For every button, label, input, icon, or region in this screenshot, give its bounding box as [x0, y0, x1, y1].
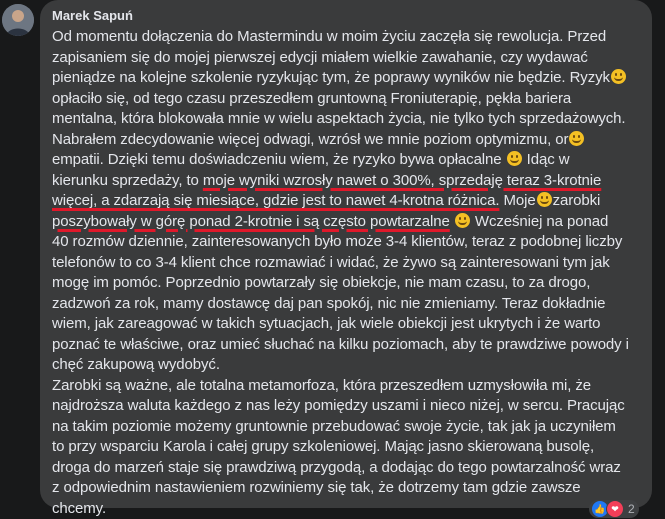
- text-segment: mogę im pomóc. Poprzednio powtarzały się obiekcje, nie mam czasu, to za drogo,: [52, 274, 590, 291]
- text-segment: opłaciło się, od tego czasu przeszedłem gruntowną Froniuterapię, pękła bariera: [52, 90, 571, 107]
- comment-line: [52, 253, 640, 274]
- text-segment: 40 rozmów dziennie, zainteresowanych było może 3-4 klientów, teraz z podobnej liczby: [52, 233, 622, 250]
- underlined-text: poszybowały w górę ponad 2-krotnie i są często powtarzalne: [52, 213, 450, 230]
- wink-emoji-icon: [507, 151, 522, 166]
- text-segment: mentalna, która blokowała mnie w wielu aspektach życia, nie tylko tych sprzedażowych.: [52, 110, 625, 127]
- comment-line: [52, 27, 640, 48]
- comment-line: [52, 273, 640, 294]
- comment-line: [52, 355, 640, 376]
- text-segment: na takim poziomie możemy gruntownie przebudować swoje życie, tak jak ja uczyniłem: [52, 418, 616, 435]
- comment-text: [52, 27, 640, 519]
- text-segment: najdroższa waluta każdego z nas leży pomiędzy uszami i nieco niżej, w sercu. Pracując: [52, 397, 625, 414]
- comment-line: [52, 314, 640, 335]
- underlined-text: więcej, a zdarzają się miesiące, gdzie jest to nawet 4-krotna różnica.: [52, 192, 499, 209]
- text-segment: Idąc w: [523, 151, 570, 168]
- comment-line: [52, 478, 640, 499]
- comment-line: [52, 171, 640, 192]
- comment-author[interactable]: Marek Sapuń: [52, 7, 640, 25]
- text-segment: zadzwoń za rok, mamy dostawcę daj pan spokój, nic nie zmieniamy. Teraz dokładnie: [52, 295, 605, 312]
- text-segment: wiem, jak zareagować w takich sytuacjach, jak wiele obiekcji jest ukrytych i że warto: [52, 315, 600, 332]
- comment-line: [52, 109, 640, 130]
- comment-line: [52, 335, 640, 356]
- comment-line: [52, 458, 640, 479]
- comment-line: [52, 376, 640, 397]
- text-segment: pieniądze na kolejne szkolenie ryzykując tym, że poprawy wyników nie będzie. Ryzyk: [52, 69, 610, 86]
- grin-emoji-icon: [537, 192, 552, 207]
- comment-line: [52, 191, 640, 212]
- reaction-summary[interactable]: [589, 500, 639, 518]
- comment-line: [52, 89, 640, 110]
- comment-line: [52, 212, 640, 233]
- comment-line: [52, 48, 640, 69]
- grin-emoji-icon: [569, 131, 584, 146]
- text-segment: poznać te właściwe, oraz umieć słuchać na kilku poziomach, aby te prawdziwe powody i: [52, 336, 629, 353]
- avatar[interactable]: [2, 4, 34, 36]
- comment-line: [52, 150, 640, 171]
- comment-line: [52, 437, 640, 458]
- text-segment: chęć zakupową wydobyć.: [52, 356, 220, 373]
- comment-line: [52, 294, 640, 315]
- reaction-count: 2: [628, 502, 635, 516]
- text-segment: kierunku sprzedaży, to: [52, 172, 203, 189]
- text-segment: droga do marzeń staje się prawdziwą przygodą, a dodając do tego powtarzalność wraz: [52, 459, 621, 476]
- comment-line: [52, 232, 640, 253]
- comment-line: [52, 396, 640, 417]
- comment-line: [52, 130, 640, 151]
- text-segment: chcemy.: [52, 500, 106, 517]
- text-segment: Moje: [499, 192, 535, 209]
- text-segment: Nabrałem zdecydowanie więcej odwagi, wzrósł we mnie poziom optymizmu, or: [52, 131, 568, 148]
- underlined-text: moje wyniki wzrosły nawet o 300%, sprzedaję teraz 3-krotnie: [203, 172, 601, 189]
- like-icon: 👍: [591, 500, 609, 518]
- grin-emoji-icon: [455, 213, 470, 228]
- text-segment: Wcześniej na ponad: [471, 213, 608, 230]
- comment-line: [52, 499, 640, 519]
- text-segment: Zarobki są ważne, ale totalna metamorfoza, która przeszedłem uzmysłowiła mi, że: [52, 377, 591, 394]
- comment-line: [52, 68, 640, 89]
- grin-emoji-icon: [611, 69, 626, 84]
- text-segment: zapisaniem się do mojej pierwszej edycji miałem wielkie zawahanie, czy wydawać: [52, 49, 588, 66]
- text-segment: Od momentu dołączenia do Mastermindu w moim życiu zaczęła się rewolucja. Przed: [52, 28, 606, 45]
- text-segment: empatii. Dzięki temu doświadczeniu wiem, że ryzyko bywa opłacalne: [52, 151, 506, 168]
- comment-line: [52, 417, 640, 438]
- love-icon: ❤: [606, 500, 624, 518]
- text-segment: zarobki: [553, 192, 601, 209]
- text-segment: [450, 213, 454, 230]
- text-segment: z odpowiednim nastawieniem rozwiniemy się tak, że dotrzemy tam gdzie zawsze: [52, 479, 581, 496]
- text-segment: telefonów to co 3-4 klient chce rozmawiać i widać, że żywo są zainteresowani tym jak: [52, 254, 610, 271]
- text-segment: to przy wsparciu Karola i całej grupy szkoleniowej. Mając jasno skierowaną busolę,: [52, 438, 594, 455]
- comment-bubble: [40, 0, 652, 508]
